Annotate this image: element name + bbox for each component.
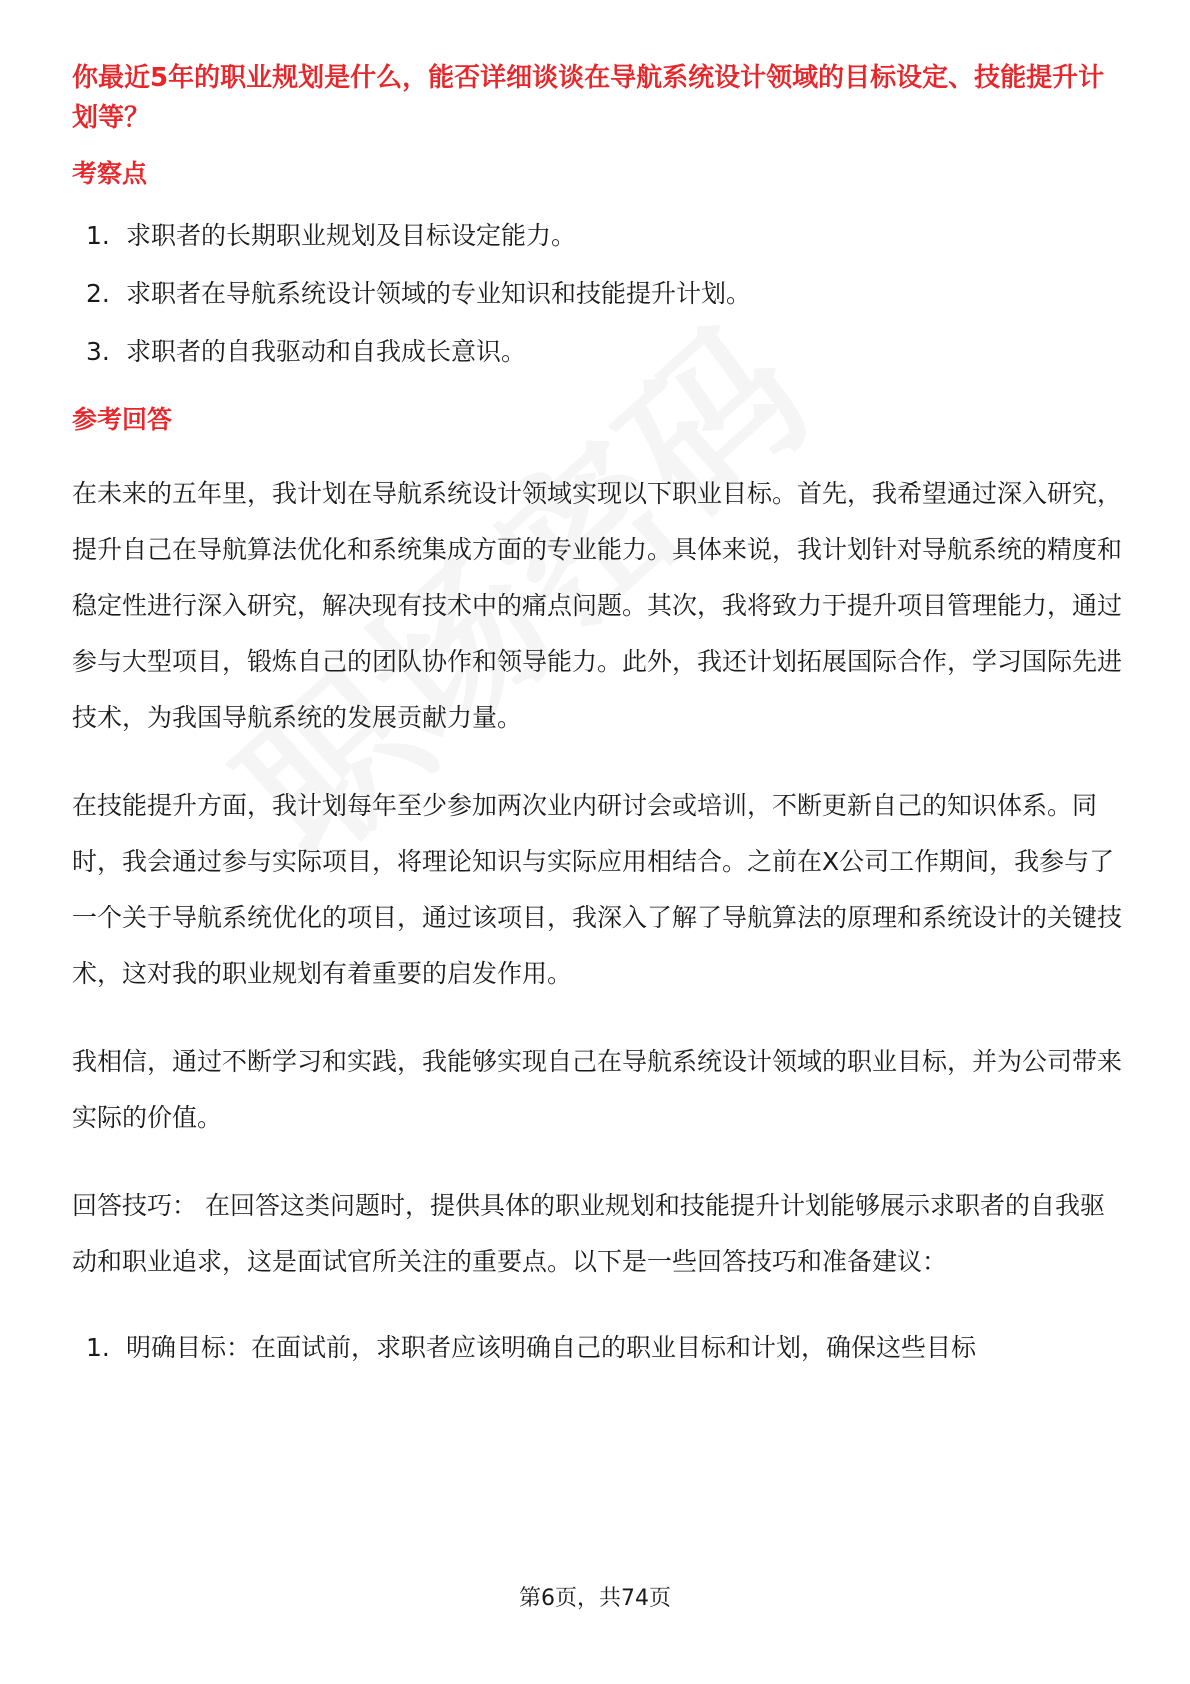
list-text: 求职者的长期职业规划及目标设定能力。 (126, 221, 577, 250)
list-number: 2. (86, 279, 110, 308)
answer-paragraph: 我相信，通过不断学习和实践，我能够实现自己在导航系统设计领域的职业目标，并为公司带来实际的价值。 (72, 1047, 1123, 1132)
list-item (72, 274, 1122, 314)
list-item (72, 1320, 1122, 1376)
list-number: 1. (86, 221, 110, 250)
list-number: 3. (86, 337, 110, 366)
answer-paragraph: 在未来的五年里，我计划在导航系统设计领域实现以下职业目标。首先，我希望通过深入研究，提升自己在导航算法优化和系统集成方面的专业能力。具体来说，我计划针对导航系统的精度和稳定性进行深入研究，解决现有技术中的痛点问题。其次，我将致力于提升项目管理能力，通过参与大型项目，锻炼自己的团队协作和领导能力。此外，我还计划拓展国际合作，学习国际先进技术，为我国导航系统的发展贡献力量。 (72, 479, 1123, 732)
answer-title: 参考回答 (72, 405, 173, 434)
answer-paragraph: 在技能提升方面，我计划每年至少参加两次业内研讨会或培训，不断更新自己的知识体系。同时，我会通过参与实际项目，将理论知识与实际应用相结合。之前在X公司工作期间，我参与了一个关于导航系统优化的项目，通过该项目，我深入了解了导航算法的原理和系统设计的关键技术，这对我的职业规划有着重要的启发作用。 (72, 791, 1123, 988)
question-heading: 你最近5年的职业规划是什么，能否详细谈谈在导航系统设计领域的目标设定、技能提升计划等？ (72, 63, 1105, 133)
page-footer: 第6页，共74页 (519, 1586, 671, 1611)
tips-paragraph: 回答技巧： 在回答这类问题时，提供具体的职业规划和技能提升计划能够展示求职者的自我驱动和职业追求，这是面试官所关注的重要点。以下是一些回答技巧和准备建议： (72, 1191, 1105, 1276)
tips-list (72, 1320, 1122, 1376)
list-item (72, 332, 1122, 372)
document-page (72, 58, 1122, 1376)
examination-list (72, 216, 1122, 372)
list-text: 求职者的自我驱动和自我成长意识。 (126, 337, 527, 366)
list-number: 1. (86, 1333, 110, 1362)
examination-title: 考察点 (72, 159, 148, 188)
list-item (72, 216, 1122, 256)
list-text: 求职者在导航系统设计领域的专业知识和技能提升计划。 (126, 279, 752, 308)
list-text: 明确目标：在面试前，求职者应该明确自己的职业目标和计划，确保这些目标 (126, 1333, 977, 1362)
